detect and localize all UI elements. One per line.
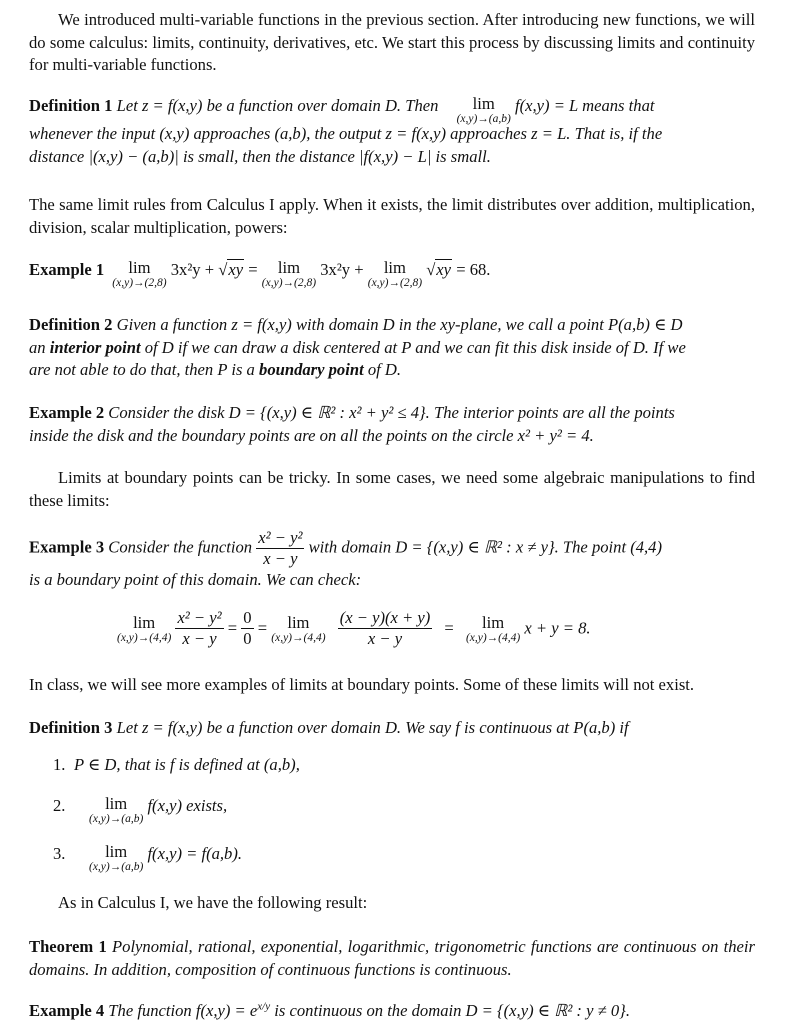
limit-subscript: (x,y)→(4,4) <box>117 631 172 644</box>
definition-1-line1a: Let z = f(x,y) be a function over domain D. Then <box>116 96 439 115</box>
limit-subscript: (x,y)→(4,4) <box>465 631 521 644</box>
example-4-label: Example 4 <box>29 1001 105 1020</box>
theorem-1-label: Theorem 1 <box>29 937 107 956</box>
limit-operator: lim (x,y)→(4,4) <box>271 612 326 644</box>
limit-operator: lim (x,y)→(2,8) <box>112 258 167 289</box>
interior-point-term: interior point <box>49 337 141 357</box>
definition-2: Definition 2 Given a function z = f(x,y) with domain D in the xy-plane, we call a point P(a,b) ∈ D an interior point of D if we can draw a disk centered at P and we can fit this disk inside of D. If we are not able to do that, then P is a boundary point of D. <box>29 315 686 379</box>
intro-paragraph: We introduced multi-variable functions in the previous section. After introducing new functions, we will do some calculus: limits, continuity, derivatives, etc. We start this process by discussing limits and continuity for multi-variable functions. <box>29 10 755 74</box>
example-3: Example 3 Consider the function $\frac{\text{x² − y²}}{x - y}$ with domain D = {(x,y) ∈ ℝ² : x ≠ y}. The point (4,4) <box>29 528 662 568</box>
example-1-label: Example 1 <box>29 260 105 279</box>
example-1 <box>29 259 755 289</box>
example-1-expr1: 3x²y + <box>170 260 215 279</box>
definition-1-line3: distance |(x,y) − (a,b)| is small, then the distance |f(x,y) − L| is small. <box>29 146 491 166</box>
definition-3: Definition 3 Let z = f(x,y) be a function over domain D. We say f is continuous at P(a,b) if <box>29 718 629 737</box>
example-1-equals: = <box>248 260 258 279</box>
limit-operator: lim (x,y)→(a,b) <box>89 842 144 873</box>
definition-1 <box>29 95 755 168</box>
limit-rules-paragraph: The same limit rules from Calculus I apply. When it exists, the limit distributes over addition, multiplication, division, scalar multiplication, powers: <box>29 195 755 237</box>
definition-1-line1b: f(x,y) = L means that <box>515 96 655 115</box>
fraction: $\frac{(x - y)(x + y)}{x - y}$ <box>339 608 431 648</box>
limit-operator: lim (x,y)→(4,4) <box>117 612 172 644</box>
limit-subscript: (x,y)→(a,b) <box>89 813 144 825</box>
sqrt-expression: √xy <box>218 260 244 279</box>
definition-3-item-1: 1. P ∈ D, that is f is defined at (a,b), <box>53 755 300 774</box>
definition-1-label: Definition 1 <box>29 96 113 115</box>
definition-2-line1: Given a function z = f(x,y) with domain D in the xy-plane, we call a point P(a,b) ∈ D <box>116 315 683 334</box>
example-1-result: = 68. <box>456 260 491 279</box>
definition-3-item-3: 3. lim (x,y)→(a,b) f(x,y) = f(a,b). <box>53 842 243 873</box>
in-class-paragraph: In class, we will see more examples of limits at boundary points. Some of these limits will not exist. <box>29 675 695 694</box>
example-4: Example 4 The function $f(x,y) = e^{x/y}$ is continuous on the domain D = {(x,y) ∈ ℝ² : y ≠ 0}. <box>29 1000 630 1020</box>
example-3-label: Example 3 <box>29 537 105 557</box>
definition-2-label: Definition 2 <box>29 315 113 334</box>
limit-subscript: (x,y)→(a,b) <box>456 113 511 125</box>
theorem-1: Theorem 1 Polynomial, rational, exponential, logarithmic, trigonometric functions are continuous on their domains. In addition, composition of continuous functions is continuous. <box>29 937 755 979</box>
limit-operator: lim (x,y)→(a,b) <box>456 94 511 125</box>
example-2: Example 2 Consider the disk D = {(x,y) ∈ ℝ² : x² + y² ≤ 4}. The interior points are all the points inside the disk and the boundary points are on all the points on the circle x² + y² = 4. <box>29 403 675 445</box>
example-3-display-equation: lim (x,y)→(4,4) $\frac{\text{x² − y²}}{x - y}$ = $\frac{0}{0}$ = lim (x,y)→(4,4) $\frac{(x - y)(x + y)}{x - y}$ = lim (x,y)→(4,4) x + y = 8. <box>117 608 591 648</box>
exponent: x/y <box>257 1000 271 1013</box>
limit-operator: lim (x,y)→(2,8) <box>367 258 423 289</box>
limit-operator: lim (x,y)→(2,8) <box>261 258 317 289</box>
example-3-line2: is a boundary point of this domain. We can check: <box>29 570 362 589</box>
limit-operator: lim (x,y)→(a,b) <box>89 794 144 825</box>
calc-1-paragraph: As in Calculus I, we have the following result: <box>58 893 368 912</box>
boundary-limits-paragraph: Limits at boundary points can be tricky. In some cases, we need some algebraic manipulations to find these limits: <box>29 468 755 510</box>
example-2-label: Example 2 <box>29 403 105 422</box>
definition-1-line2: whenever the input (x,y) approaches (a,b), the output z = f(x,y) approaches z = L. That is, if the <box>29 124 663 143</box>
example-1-expr2: 3x²y + <box>320 260 364 279</box>
example-3-final: x + y = 8. <box>524 618 591 638</box>
limit-subscript: (x,y)→(2,8) <box>261 277 317 289</box>
boundary-point-term: boundary point <box>259 360 364 379</box>
limit-operator: lim (x,y)→(4,4) <box>465 612 521 644</box>
fraction: $\frac{\text{x² − y²}}{x - y}$ <box>177 608 222 648</box>
definition-3-item-2: 2. lim (x,y)→(a,b) f(x,y) exists, <box>53 794 228 825</box>
fraction: $\frac{0}{0}$ <box>243 608 252 648</box>
limit-subscript: (x,y)→(a,b) <box>89 861 144 873</box>
limit-subscript: (x,y)→(2,8) <box>112 277 167 289</box>
fraction: $\frac{\text{x² − y²}}{x - y}$ <box>258 528 303 568</box>
limit-subscript: (x,y)→(4,4) <box>271 631 326 644</box>
sqrt-expression: √xy <box>426 260 452 279</box>
limit-subscript: (x,y)→(2,8) <box>367 277 423 289</box>
definition-3-label: Definition 3 <box>29 718 113 737</box>
